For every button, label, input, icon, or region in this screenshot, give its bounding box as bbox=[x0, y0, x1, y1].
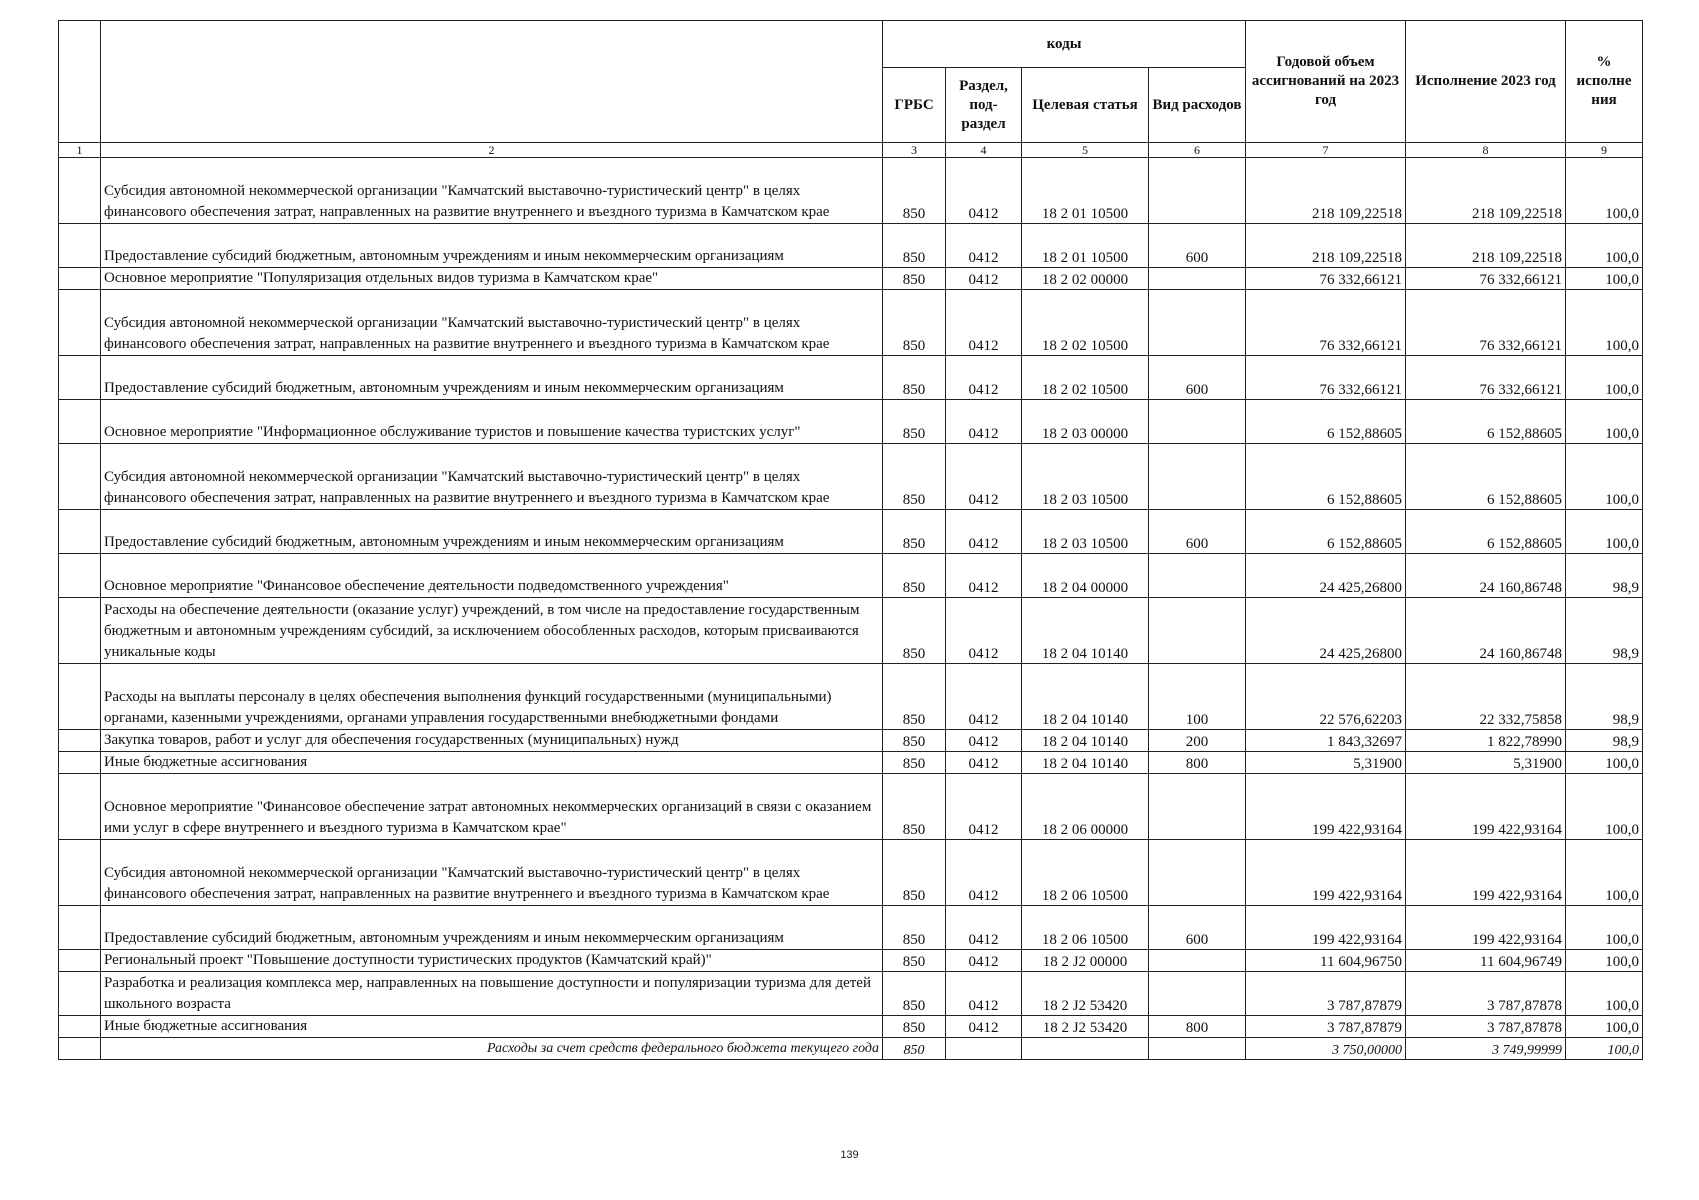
table-row bbox=[59, 444, 1643, 510]
header-execution: Исполнение 2023 год bbox=[1406, 21, 1566, 143]
row-section: 0412 bbox=[946, 290, 1022, 356]
row-name: Предоставление субсидий бюджетным, автономным учреждениям и иным некоммерческим организациям bbox=[101, 356, 883, 400]
row-section: 0412 bbox=[946, 752, 1022, 774]
row-annual: 6 152,88605 bbox=[1246, 444, 1406, 510]
row-target: 18 2 02 10500 bbox=[1022, 290, 1149, 356]
row-section: 0412 bbox=[946, 158, 1022, 224]
row-section: 0412 bbox=[946, 730, 1022, 752]
row-target: 18 2 04 10140 bbox=[1022, 598, 1149, 664]
row-percent: 100,0 bbox=[1566, 840, 1643, 906]
row-index-cell bbox=[59, 730, 101, 752]
row-target: 18 2 02 10500 bbox=[1022, 356, 1149, 400]
row-percent: 100,0 bbox=[1566, 224, 1643, 268]
row-section: 0412 bbox=[946, 1016, 1022, 1038]
table-row bbox=[59, 268, 1643, 290]
table-row bbox=[59, 774, 1643, 840]
row-execution: 3 787,87878 bbox=[1406, 1016, 1566, 1038]
table-row bbox=[59, 1016, 1643, 1038]
header-blank-name bbox=[101, 21, 883, 143]
row-target: 18 2 01 10500 bbox=[1022, 224, 1149, 268]
row-name: Предоставление субсидий бюджетным, автономным учреждениям и иным некоммерческим организациям bbox=[101, 224, 883, 268]
row-expense-type bbox=[1149, 972, 1246, 1016]
row-name: Основное мероприятие "Финансовое обеспечение деятельности подведомственного учреждения" bbox=[101, 554, 883, 598]
row-annual: 6 152,88605 bbox=[1246, 400, 1406, 444]
row-name: Субсидия автономной некоммерческой организации "Камчатский выставочно-туристический центр" в целях финансового обеспечения затрат, направленных на развитие внутреннего и въездного туризма в Камчатском крае bbox=[101, 290, 883, 356]
row-target: 18 2 03 00000 bbox=[1022, 400, 1149, 444]
row-percent: 98,9 bbox=[1566, 554, 1643, 598]
col-num-8: 8 bbox=[1406, 143, 1566, 158]
row-target bbox=[1022, 1038, 1149, 1060]
row-section: 0412 bbox=[946, 268, 1022, 290]
row-name: Разработка и реализация комплекса мер, направленных на повышение доступности и популяризации туризма для детей школьного возраста bbox=[101, 972, 883, 1016]
row-grbs: 850 bbox=[883, 510, 946, 554]
row-execution: 218 109,22518 bbox=[1406, 158, 1566, 224]
table-header bbox=[59, 21, 1643, 158]
row-section: 0412 bbox=[946, 840, 1022, 906]
row-annual: 22 576,62203 bbox=[1246, 664, 1406, 730]
row-index-cell bbox=[59, 158, 101, 224]
row-name: Предоставление субсидий бюджетным, автономным учреждениям и иным некоммерческим организациям bbox=[101, 906, 883, 950]
page-number: 139 bbox=[840, 1149, 859, 1161]
table-row bbox=[59, 972, 1643, 1016]
row-execution: 6 152,88605 bbox=[1406, 510, 1566, 554]
row-expense-type bbox=[1149, 598, 1246, 664]
col-num-3: 3 bbox=[883, 143, 946, 158]
row-index-cell bbox=[59, 444, 101, 510]
row-grbs: 850 bbox=[883, 158, 946, 224]
row-index-cell bbox=[59, 290, 101, 356]
column-number-row bbox=[59, 143, 1643, 158]
col-num-4: 4 bbox=[946, 143, 1022, 158]
row-name: Субсидия автономной некоммерческой организации "Камчатский выставочно-туристический центр" в целях финансового обеспечения затрат, направленных на развитие внутреннего и въездного туризма в Камчатском крае bbox=[101, 444, 883, 510]
row-execution: 6 152,88605 bbox=[1406, 400, 1566, 444]
row-annual: 3 787,87879 bbox=[1246, 972, 1406, 1016]
row-section: 0412 bbox=[946, 356, 1022, 400]
row-execution: 11 604,96749 bbox=[1406, 950, 1566, 972]
row-name: Расходы на выплаты персоналу в целях обеспечения выполнения функций государственными (муниципальными) органами, казенными учреждениями, органами управления государственными внебюджетными фондами bbox=[101, 664, 883, 730]
row-section: 0412 bbox=[946, 224, 1022, 268]
table-row bbox=[59, 158, 1643, 224]
row-section: 0412 bbox=[946, 444, 1022, 510]
header-grbs: ГРБС bbox=[883, 68, 946, 143]
row-annual: 76 332,66121 bbox=[1246, 356, 1406, 400]
row-target: 18 2 03 10500 bbox=[1022, 510, 1149, 554]
header-target: Целевая статья bbox=[1022, 68, 1149, 143]
row-target: 18 2 06 10500 bbox=[1022, 906, 1149, 950]
row-execution: 6 152,88605 bbox=[1406, 444, 1566, 510]
row-percent: 98,9 bbox=[1566, 730, 1643, 752]
row-expense-type bbox=[1149, 774, 1246, 840]
row-annual: 218 109,22518 bbox=[1246, 158, 1406, 224]
table-body bbox=[59, 158, 1643, 1060]
col-num-5: 5 bbox=[1022, 143, 1149, 158]
row-percent: 100,0 bbox=[1566, 158, 1643, 224]
row-grbs: 850 bbox=[883, 840, 946, 906]
row-execution: 199 422,93164 bbox=[1406, 906, 1566, 950]
row-percent: 100,0 bbox=[1566, 972, 1643, 1016]
row-percent: 100,0 bbox=[1566, 774, 1643, 840]
row-annual: 24 425,26800 bbox=[1246, 598, 1406, 664]
row-target: 18 2 04 10140 bbox=[1022, 664, 1149, 730]
row-execution: 5,31900 bbox=[1406, 752, 1566, 774]
row-percent: 98,9 bbox=[1566, 598, 1643, 664]
col-num-7: 7 bbox=[1246, 143, 1406, 158]
header-section: Раздел, под-раздел bbox=[946, 68, 1022, 143]
row-expense-type bbox=[1149, 158, 1246, 224]
row-expense-type bbox=[1149, 290, 1246, 356]
row-grbs: 850 bbox=[883, 950, 946, 972]
row-name: Основное мероприятие "Популяризация отдельных видов туризма в Камчатском крае" bbox=[101, 268, 883, 290]
row-annual: 24 425,26800 bbox=[1246, 554, 1406, 598]
row-section: 0412 bbox=[946, 554, 1022, 598]
row-grbs: 850 bbox=[883, 1038, 946, 1060]
row-grbs: 850 bbox=[883, 356, 946, 400]
row-percent: 98,9 bbox=[1566, 664, 1643, 730]
row-percent: 100,0 bbox=[1566, 1038, 1643, 1060]
row-index-cell bbox=[59, 972, 101, 1016]
row-execution: 218 109,22518 bbox=[1406, 224, 1566, 268]
row-annual: 76 332,66121 bbox=[1246, 268, 1406, 290]
row-expense-type bbox=[1149, 1038, 1246, 1060]
row-index-cell bbox=[59, 906, 101, 950]
row-expense-type: 100 bbox=[1149, 664, 1246, 730]
row-section: 0412 bbox=[946, 664, 1022, 730]
row-index-cell bbox=[59, 774, 101, 840]
row-grbs: 850 bbox=[883, 554, 946, 598]
table-row bbox=[59, 906, 1643, 950]
row-percent: 100,0 bbox=[1566, 906, 1643, 950]
row-index-cell bbox=[59, 554, 101, 598]
table-row bbox=[59, 290, 1643, 356]
row-annual: 199 422,93164 bbox=[1246, 774, 1406, 840]
row-expense-type: 200 bbox=[1149, 730, 1246, 752]
row-name: Предоставление субсидий бюджетным, автономным учреждениям и иным некоммерческим организациям bbox=[101, 510, 883, 554]
row-section: 0412 bbox=[946, 950, 1022, 972]
row-expense-type bbox=[1149, 840, 1246, 906]
row-execution: 76 332,66121 bbox=[1406, 290, 1566, 356]
row-grbs: 850 bbox=[883, 444, 946, 510]
row-grbs: 850 bbox=[883, 268, 946, 290]
budget-table bbox=[58, 20, 1643, 1060]
row-grbs: 850 bbox=[883, 224, 946, 268]
row-grbs: 850 bbox=[883, 664, 946, 730]
row-percent: 100,0 bbox=[1566, 752, 1643, 774]
row-index-cell bbox=[59, 1016, 101, 1038]
row-target: 18 2 01 10500 bbox=[1022, 158, 1149, 224]
row-name: Расходы на обеспечение деятельности (оказание услуг) учреждений, в том числе на предоставление государственным бюджетным и автономным учреждениям субсидий, за исключением обособленных расходов, которым присваиваются уникальные коды bbox=[101, 598, 883, 664]
row-name: Основное мероприятие "Информационное обслуживание туристов и повышение качества туристских услуг" bbox=[101, 400, 883, 444]
table-row bbox=[59, 554, 1643, 598]
table-row bbox=[59, 224, 1643, 268]
row-target: 18 2 03 10500 bbox=[1022, 444, 1149, 510]
table-row bbox=[59, 840, 1643, 906]
row-index-cell bbox=[59, 400, 101, 444]
row-percent: 100,0 bbox=[1566, 444, 1643, 510]
row-execution: 22 332,75858 bbox=[1406, 664, 1566, 730]
table-row bbox=[59, 510, 1643, 554]
row-percent: 100,0 bbox=[1566, 290, 1643, 356]
row-annual: 199 422,93164 bbox=[1246, 840, 1406, 906]
row-name: Субсидия автономной некоммерческой организации "Камчатский выставочно-туристический центр" в целях финансового обеспечения затрат, направленных на развитие внутреннего и въездного туризма в Камчатском крае bbox=[101, 840, 883, 906]
table-row bbox=[59, 752, 1643, 774]
row-expense-type bbox=[1149, 554, 1246, 598]
header-codes: коды bbox=[883, 21, 1246, 68]
row-index-cell bbox=[59, 268, 101, 290]
row-annual: 76 332,66121 bbox=[1246, 290, 1406, 356]
row-percent: 100,0 bbox=[1566, 400, 1643, 444]
row-target: 18 2 04 00000 bbox=[1022, 554, 1149, 598]
row-percent: 100,0 bbox=[1566, 950, 1643, 972]
row-grbs: 850 bbox=[883, 906, 946, 950]
row-percent: 100,0 bbox=[1566, 510, 1643, 554]
row-execution: 199 422,93164 bbox=[1406, 840, 1566, 906]
header-annual: Годовой объем ассигнований на 2023 год bbox=[1246, 21, 1406, 143]
row-annual: 11 604,96750 bbox=[1246, 950, 1406, 972]
row-section bbox=[946, 1038, 1022, 1060]
table-row bbox=[59, 730, 1643, 752]
row-grbs: 850 bbox=[883, 290, 946, 356]
row-grbs: 850 bbox=[883, 598, 946, 664]
row-execution: 24 160,86748 bbox=[1406, 598, 1566, 664]
row-grbs: 850 bbox=[883, 730, 946, 752]
col-num-6: 6 bbox=[1149, 143, 1246, 158]
row-execution: 3 749,99999 bbox=[1406, 1038, 1566, 1060]
row-target: 18 2 J2 53420 bbox=[1022, 1016, 1149, 1038]
row-expense-type: 600 bbox=[1149, 224, 1246, 268]
row-index-cell bbox=[59, 752, 101, 774]
row-index-cell bbox=[59, 510, 101, 554]
row-expense-type bbox=[1149, 400, 1246, 444]
total-row bbox=[59, 1038, 1643, 1060]
row-expense-type: 600 bbox=[1149, 906, 1246, 950]
row-target: 18 2 04 10140 bbox=[1022, 752, 1149, 774]
row-index-cell bbox=[59, 840, 101, 906]
row-expense-type: 800 bbox=[1149, 752, 1246, 774]
row-index-cell bbox=[59, 1038, 101, 1060]
row-percent: 100,0 bbox=[1566, 1016, 1643, 1038]
row-target: 18 2 02 00000 bbox=[1022, 268, 1149, 290]
row-grbs: 850 bbox=[883, 400, 946, 444]
row-annual: 3 750,00000 bbox=[1246, 1038, 1406, 1060]
row-expense-type bbox=[1149, 268, 1246, 290]
row-target: 18 2 06 00000 bbox=[1022, 774, 1149, 840]
row-name: Иные бюджетные ассигнования bbox=[101, 1016, 883, 1038]
row-section: 0412 bbox=[946, 774, 1022, 840]
row-annual: 6 152,88605 bbox=[1246, 510, 1406, 554]
header-expense-type: Вид расходов bbox=[1149, 68, 1246, 143]
row-percent: 100,0 bbox=[1566, 356, 1643, 400]
row-execution: 24 160,86748 bbox=[1406, 554, 1566, 598]
row-name: Основное мероприятие "Финансовое обеспечение затрат автономных некоммерческих организаций в связи с оказанием ими услуг в сфере внутреннего и въездного туризма в Камчатском крае" bbox=[101, 774, 883, 840]
table-row bbox=[59, 664, 1643, 730]
row-annual: 199 422,93164 bbox=[1246, 906, 1406, 950]
row-execution: 199 422,93164 bbox=[1406, 774, 1566, 840]
row-grbs: 850 bbox=[883, 774, 946, 840]
table-row bbox=[59, 598, 1643, 664]
row-index-cell bbox=[59, 356, 101, 400]
row-annual: 218 109,22518 bbox=[1246, 224, 1406, 268]
row-annual: 5,31900 bbox=[1246, 752, 1406, 774]
row-expense-type: 600 bbox=[1149, 510, 1246, 554]
row-grbs: 850 bbox=[883, 972, 946, 1016]
row-target: 18 2 J2 00000 bbox=[1022, 950, 1149, 972]
row-expense-type bbox=[1149, 444, 1246, 510]
header-blank-index bbox=[59, 21, 101, 143]
row-expense-type: 800 bbox=[1149, 1016, 1246, 1038]
row-annual: 3 787,87879 bbox=[1246, 1016, 1406, 1038]
row-name: Закупка товаров, работ и услуг для обеспечения государственных (муниципальных) нужд bbox=[101, 730, 883, 752]
table-row bbox=[59, 950, 1643, 972]
row-expense-type bbox=[1149, 950, 1246, 972]
row-annual: 1 843,32697 bbox=[1246, 730, 1406, 752]
row-grbs: 850 bbox=[883, 1016, 946, 1038]
row-name: Региональный проект "Повышение доступности туристических продуктов (Камчатский край)" bbox=[101, 950, 883, 972]
row-expense-type: 600 bbox=[1149, 356, 1246, 400]
row-section: 0412 bbox=[946, 906, 1022, 950]
row-target: 18 2 04 10140 bbox=[1022, 730, 1149, 752]
row-name: Иные бюджетные ассигнования bbox=[101, 752, 883, 774]
row-section: 0412 bbox=[946, 510, 1022, 554]
row-target: 18 2 06 10500 bbox=[1022, 840, 1149, 906]
col-num-1: 1 bbox=[59, 143, 101, 158]
row-execution: 76 332,66121 bbox=[1406, 268, 1566, 290]
row-section: 0412 bbox=[946, 598, 1022, 664]
row-execution: 1 822,78990 bbox=[1406, 730, 1566, 752]
row-target: 18 2 J2 53420 bbox=[1022, 972, 1149, 1016]
row-section: 0412 bbox=[946, 400, 1022, 444]
row-index-cell bbox=[59, 950, 101, 972]
row-name: Расходы за счет средств федерального бюджета текущего года bbox=[101, 1038, 883, 1060]
table-row bbox=[59, 356, 1643, 400]
col-num-9: 9 bbox=[1566, 143, 1643, 158]
header-percent: % исполне ния bbox=[1566, 21, 1643, 143]
col-num-2: 2 bbox=[101, 143, 883, 158]
row-index-cell bbox=[59, 664, 101, 730]
row-percent: 100,0 bbox=[1566, 268, 1643, 290]
row-name: Субсидия автономной некоммерческой организации "Камчатский выставочно-туристический центр" в целях финансового обеспечения затрат, направленных на развитие внутреннего и въездного туризма в Камчатском крае bbox=[101, 158, 883, 224]
row-section: 0412 bbox=[946, 972, 1022, 1016]
row-execution: 76 332,66121 bbox=[1406, 356, 1566, 400]
table-row bbox=[59, 400, 1643, 444]
row-execution: 3 787,87878 bbox=[1406, 972, 1566, 1016]
row-index-cell bbox=[59, 598, 101, 664]
row-grbs: 850 bbox=[883, 752, 946, 774]
row-index-cell bbox=[59, 224, 101, 268]
